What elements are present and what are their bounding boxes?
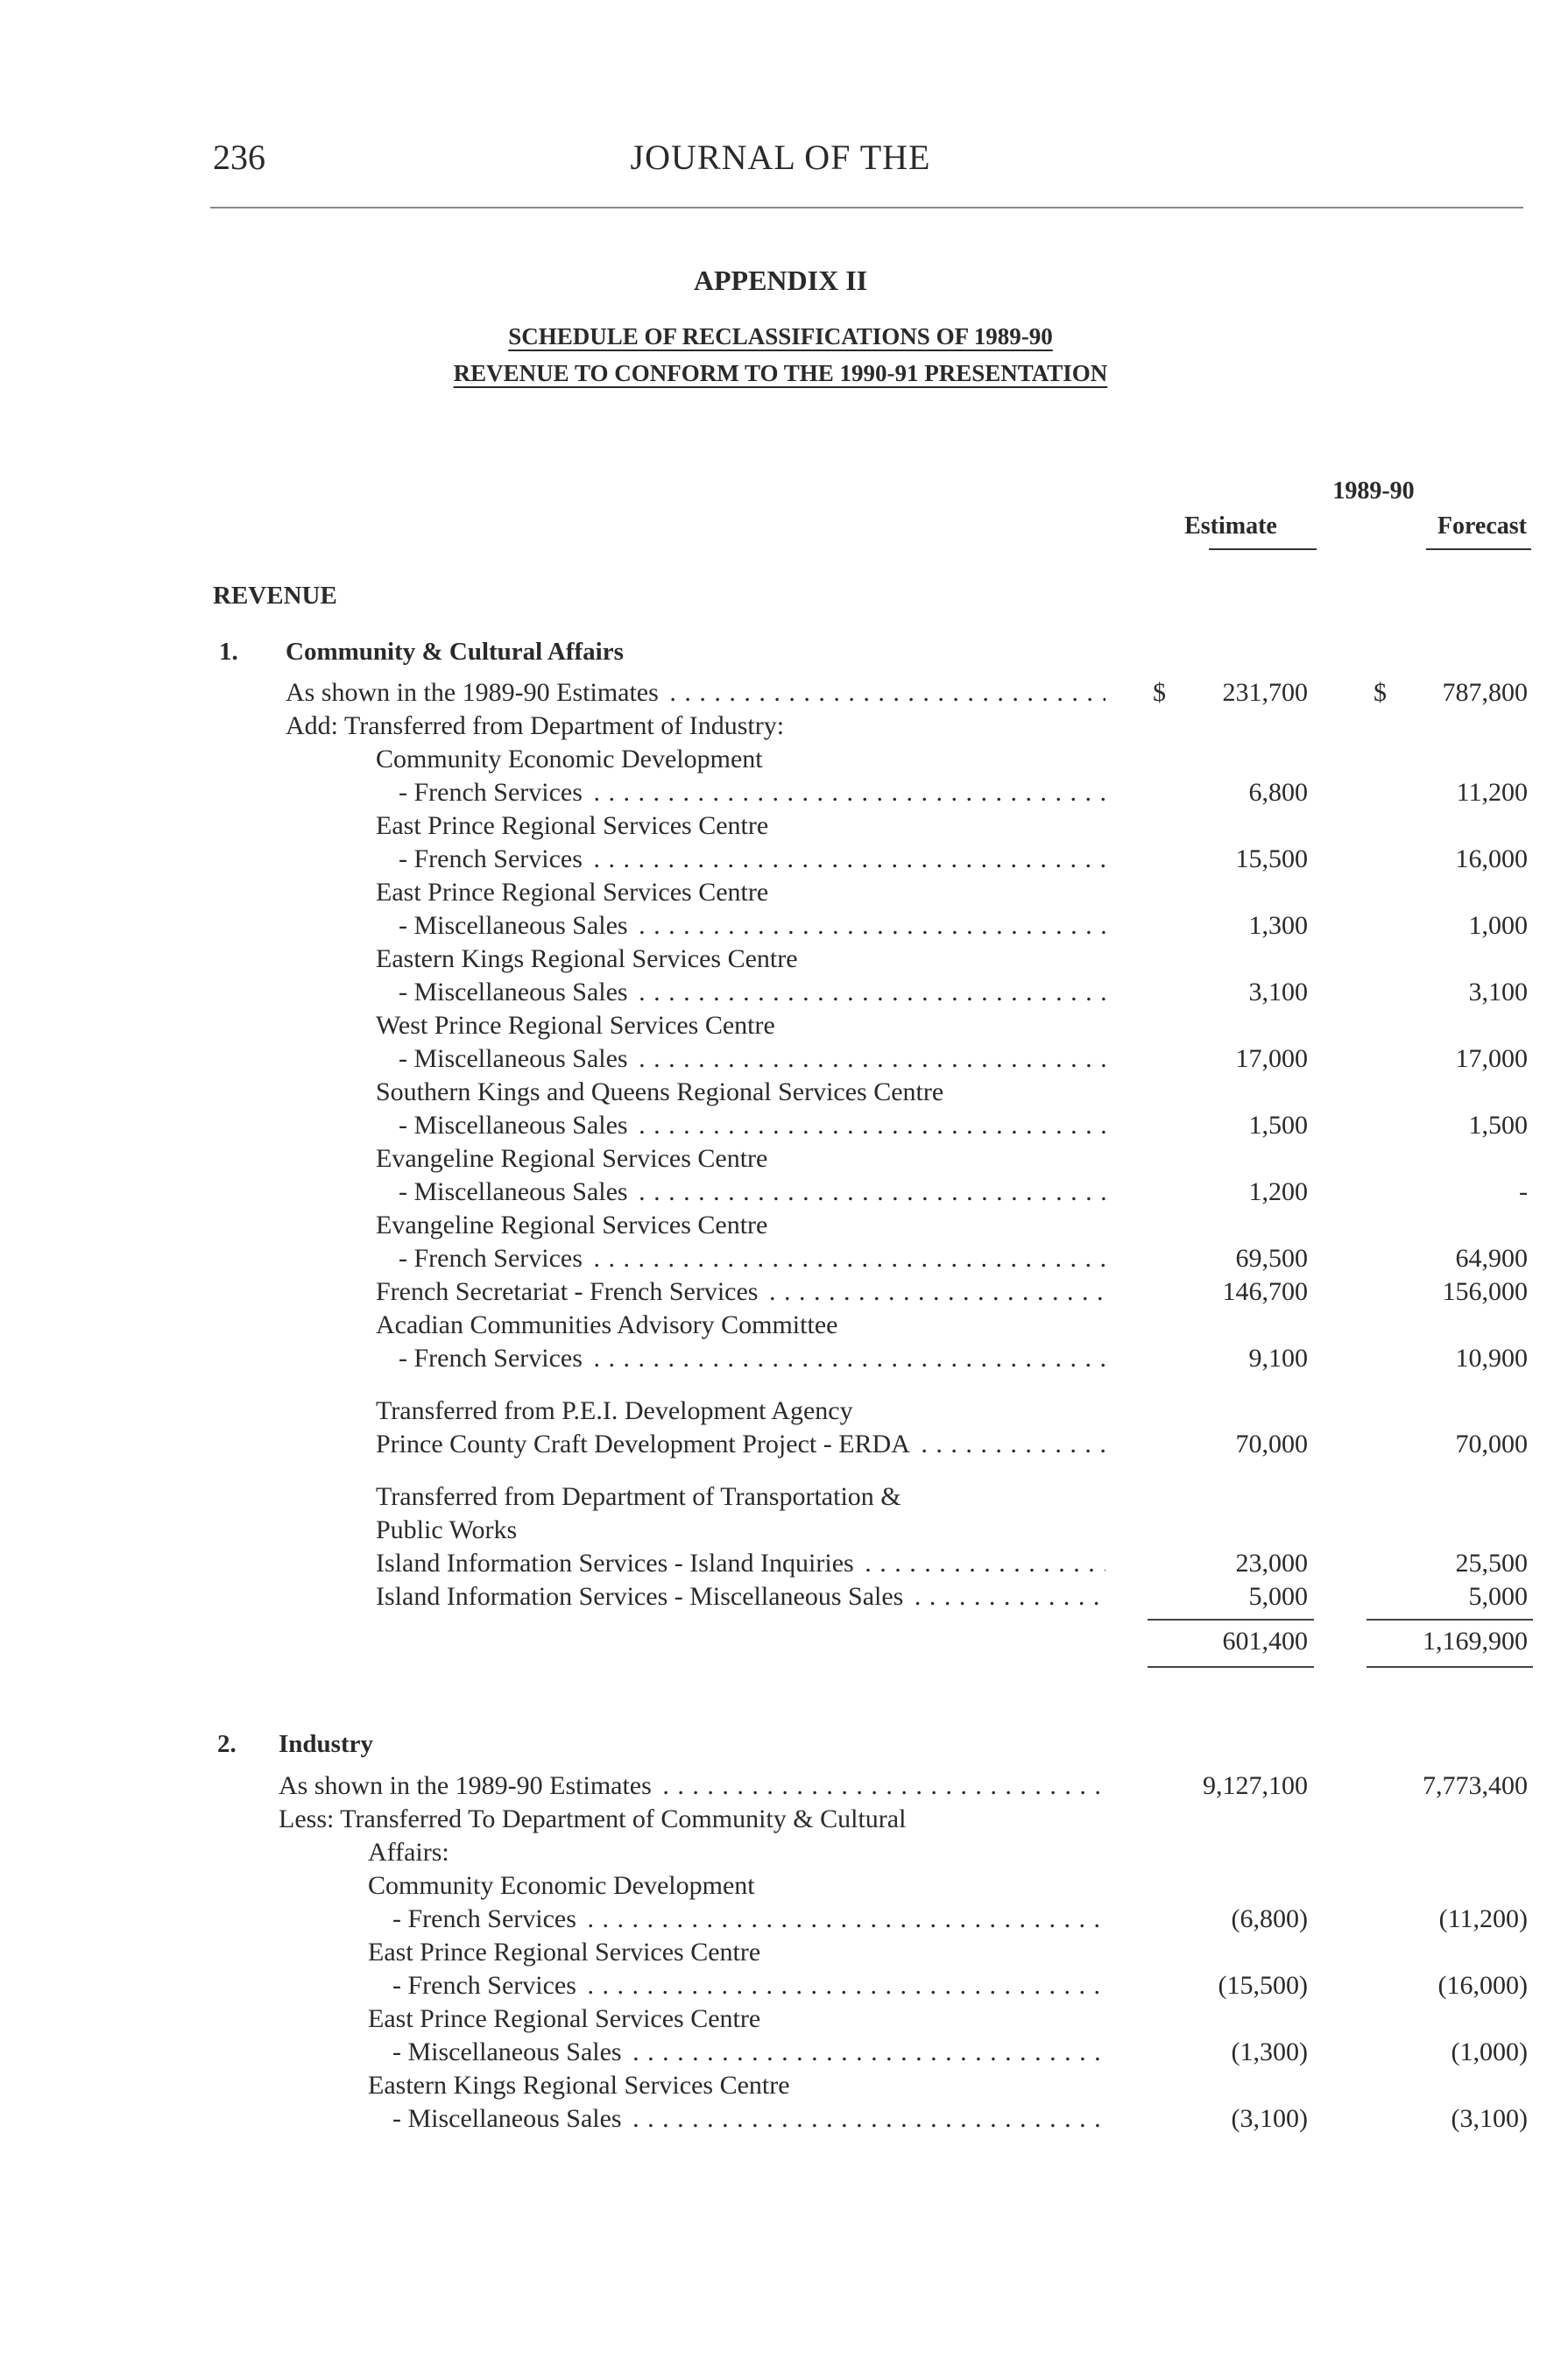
ledger-row [0,1076,1561,1109]
ledger-row-label-text: Island Information Services - Island Inquiries [376,1549,858,1578]
ledger-row-label [399,843,1105,876]
ledger-row-label-text: - French Services [399,1344,586,1373]
ledger-row [0,1514,1561,1547]
ledger-row-label-text: - Miscellaneous Sales [399,911,632,940]
estimate-value: 15,500 [1235,844,1308,873]
ledger-row [0,843,1561,876]
schedule-title [0,318,1561,392]
section1-title: Community & Cultural Affairs [286,638,624,666]
ledger-row-label [368,1836,1086,1869]
ledger-row-label [376,1309,1086,1342]
ledger-row-label-text: Southern Kings and Queens Regional Services Centre [376,1077,947,1106]
forecast-value: 10,900 [1455,1344,1528,1373]
estimate-value: 9,100 [1248,1344,1308,1373]
estimate-value: 3,100 [1248,978,1308,1006]
forecast-value: (3,100) [1451,2104,1528,2133]
ledger-row [0,1547,1561,1580]
ledger-row-label-text: - Miscellaneous Sales [399,1177,632,1206]
forecast-value: 5,000 [1468,1582,1528,1611]
ledger-row-label-text: Less: Transferred To Department of Community & Cultural [279,1804,909,1833]
ledger-row-label [368,2069,1086,2102]
section1-estimate-subtotal-rule [1148,1619,1314,1621]
forecast-value: 16,000 [1455,844,1528,873]
ledger-row-label [286,676,1105,710]
schedule-title-line2: REVENUE TO CONFORM TO THE 1990-91 PRESENTATION [453,360,1108,386]
ledger-row-label [376,1209,1086,1242]
ledger-row-label-text: Transferred from Department of Transportation & [376,1482,905,1511]
ledger-row-label [399,1042,1105,1076]
ledger-row [0,1428,1561,1461]
ledger-row-label [368,1936,1086,1969]
ledger-row-label [399,1109,1105,1142]
ledger-row-label-text: - Miscellaneous Sales [392,2104,625,2133]
ledger-row [0,1242,1561,1275]
ledger-row-label-text: Island Information Services - Miscellaneous Sales [376,1582,907,1611]
forecast-value: 787,800 [1442,678,1528,707]
section1-forecast-total-rule [1367,1666,1533,1668]
ledger-row [0,1109,1561,1142]
ledger-row [0,809,1561,843]
ledger-row [0,1969,1561,2002]
estimate-heading: Estimate [1184,512,1277,540]
ledger-row [0,1209,1561,1242]
ledger-row [0,1803,1561,1836]
ledger-row-label-text: - French Services [399,1244,586,1273]
estimate-heading-rule [1209,548,1317,550]
ledger-row [0,1342,1561,1375]
estimate-value: (3,100) [1231,2104,1308,2133]
section2-number: 2. [217,1730,237,1758]
appendix-title: APPENDIX II [693,265,868,296]
period-heading: 1989-90 [1332,477,1415,505]
ledger-row [0,1042,1561,1076]
ledger-row [0,1769,1561,1803]
forecast-value: 1,000 [1468,911,1528,940]
ledger-row [0,2002,1561,2036]
ledger-row [0,1903,1561,1936]
ledger-row-label-text: West Prince Regional Services Centre [376,1011,779,1040]
ledger-row-label [368,2002,1086,2036]
ledger-row-label [376,809,1086,843]
schedule-title-line1: SCHEDULE OF RECLASSIFICATIONS OF 1989-90 [508,323,1053,350]
estimate-value: 23,000 [1235,1549,1308,1578]
estimate-value: (15,500) [1218,1971,1308,2000]
estimate-value: 9,127,100 [1203,1771,1308,1800]
ledger-row-label-text: East Prince Regional Services Centre [376,811,772,840]
ledger-row-label-text: - French Services [399,844,586,873]
estimate-value: 6,800 [1248,778,1308,807]
ledger-row-label-text: Prince County Craft Development Project - ERDA [376,1430,914,1458]
section1-total-row [0,1625,1561,1658]
ledger-row-label-text: - French Services [399,778,586,807]
ledger-row [0,2069,1561,2102]
ledger-row-label-text: - French Services [392,1971,580,2000]
ledger-row [0,1009,1561,1042]
section1-total-estimate: 601,400 [1222,1627,1308,1656]
forecast-value: 25,500 [1455,1549,1528,1578]
ledger-row [0,1480,1561,1514]
forecast-value: (11,200) [1438,1904,1528,1933]
ledger-row-label [399,1176,1105,1209]
ledger-row-label [376,743,1086,776]
estimate-value: 1,300 [1248,911,1308,940]
ledger-row-label-text: East Prince Regional Services Centre [376,878,772,907]
ledger-row-label [392,1903,1105,1936]
forecast-value: 70,000 [1455,1430,1528,1458]
section1-estimate-total-rule [1148,1666,1314,1668]
ledger-row-label-text: - Miscellaneous Sales [399,1111,632,1140]
estimate-value: (1,300) [1231,2037,1308,2066]
section1-forecast-subtotal-rule [1367,1619,1533,1621]
header-rule [210,207,1523,208]
forecast-value: 7,773,400 [1423,1771,1528,1800]
ledger-row-label-text: - Miscellaneous Sales [392,2037,625,2066]
ledger-row-label-text: As shown in the 1989-90 Estimates [279,1771,655,1800]
ledger-row-label-text: Evangeline Regional Services Centre [376,1144,771,1173]
ledger-row-label [399,976,1105,1009]
ledger-row-label [376,876,1086,909]
ledger-row-label [399,776,1105,809]
ledger-row [0,776,1561,809]
ledger-row [0,743,1561,776]
ledger-row-label [376,1428,1105,1461]
ledger-row-label [279,1803,1086,1836]
ledger-row-label [399,909,1105,943]
page-number: 236 [213,138,265,177]
ledger-row-label-text: Transferred from P.E.I. Development Agency [376,1396,857,1425]
forecast-value: 11,200 [1456,778,1528,807]
ledger-row-label [376,1580,1105,1614]
ledger-row-label [399,1342,1105,1375]
ledger-row [0,1580,1561,1614]
forecast-value: 3,100 [1468,978,1528,1006]
ledger-row-label [392,1969,1105,2002]
estimate-value: 5,000 [1248,1582,1308,1611]
estimate-value: 146,700 [1222,1277,1308,1306]
ledger-row-label [376,1395,1086,1428]
ledger-row [0,1836,1561,1869]
ledger-row [0,676,1561,710]
ledger-row-label [279,1769,1105,1803]
ledger-row-label [376,943,1086,976]
ledger-row-label-text: Public Works [376,1515,520,1544]
section1-number: 1. [219,638,238,666]
ledger-row-label-text: - French Services [392,1904,580,1933]
ledger-row-label-text: East Prince Regional Services Centre [368,1938,764,1967]
ledger-row-label [376,1514,1086,1547]
forecast-value: 17,000 [1455,1044,1528,1073]
ledger-row-label-text: French Secretariat - French Services [376,1277,761,1306]
forecast-value: 156,000 [1442,1277,1528,1306]
ledger-row-label-text: As shown in the 1989-90 Estimates [286,678,662,707]
ledger-row-label-text: - Miscellaneous Sales [399,1044,632,1073]
ledger-row-label [376,1076,1086,1109]
estimate-value: 17,000 [1235,1044,1308,1073]
ledger-row [0,2102,1561,2136]
ledger-row [0,710,1561,743]
estimate-value: 70,000 [1235,1430,1308,1458]
ledger-row-label-text: Acadian Communities Advisory Committee [376,1310,841,1339]
ledger-row-label-text: East Prince Regional Services Centre [368,2004,764,2033]
ledger-row [0,1176,1561,1209]
section2-title: Industry [279,1730,373,1758]
ledger-row-label [376,1547,1105,1580]
section1-total-forecast: 1,169,900 [1423,1627,1528,1656]
ledger-row-label-text: Eastern Kings Regional Services Centre [368,2071,794,2100]
ledger-row-label [392,2036,1105,2069]
estimate-value: 69,500 [1235,1244,1308,1273]
forecast-value: (1,000) [1451,2037,1528,2066]
ledger-row-label [376,1480,1086,1514]
forecast-value: (16,000) [1437,1971,1528,2000]
estimate-value: (6,800) [1231,1904,1308,1933]
forecast-value: 1,500 [1468,1111,1528,1140]
forecast-heading: Forecast [1437,512,1527,540]
ledger-row-label-text: Add: Transferred from Department of Industry: [286,711,788,740]
ledger-row-label-text: Community Economic Development [368,1871,759,1900]
forecast-heading-rule [1426,548,1531,550]
estimate-value: 1,500 [1248,1111,1308,1140]
ledger-row-label [376,1142,1086,1176]
estimate-dollar-sign: $ [1153,678,1166,707]
ledger-row-label-text: Evangeline Regional Services Centre [376,1211,771,1239]
ledger-row-label [286,710,1086,743]
ledger-row-label [392,2102,1105,2136]
ledger-row-label [399,1242,1105,1275]
ledger-row [0,1275,1561,1309]
ledger-row [0,1869,1561,1903]
ledger-row-label [376,1009,1086,1042]
forecast-value: - [1519,1177,1528,1206]
ledger-row-label [376,1275,1105,1309]
ledger-row-label-text: Affairs: [368,1838,453,1867]
ledger-row [0,876,1561,909]
ledger-row [0,976,1561,1009]
forecast-dollar-sign: $ [1374,678,1387,707]
ledger-row [0,1395,1561,1428]
ledger-row [0,909,1561,943]
estimate-value: 231,700 [1222,678,1308,707]
ledger-row [0,943,1561,976]
ledger-row-label [368,1869,1086,1903]
ledger-row-label-text: - Miscellaneous Sales [399,978,632,1006]
ledger-row-label-text: Community Economic Development [376,745,766,773]
ledger-row [0,2036,1561,2069]
revenue-heading: REVENUE [213,582,337,610]
ledger-row [0,1936,1561,1969]
journal-title: JOURNAL OF THE [630,138,931,177]
ledger-row [0,1142,1561,1176]
estimate-value: 1,200 [1248,1177,1308,1206]
ledger-row-label-text: Eastern Kings Regional Services Centre [376,944,802,973]
forecast-value: 64,900 [1455,1244,1528,1273]
ledger-row [0,1309,1561,1342]
